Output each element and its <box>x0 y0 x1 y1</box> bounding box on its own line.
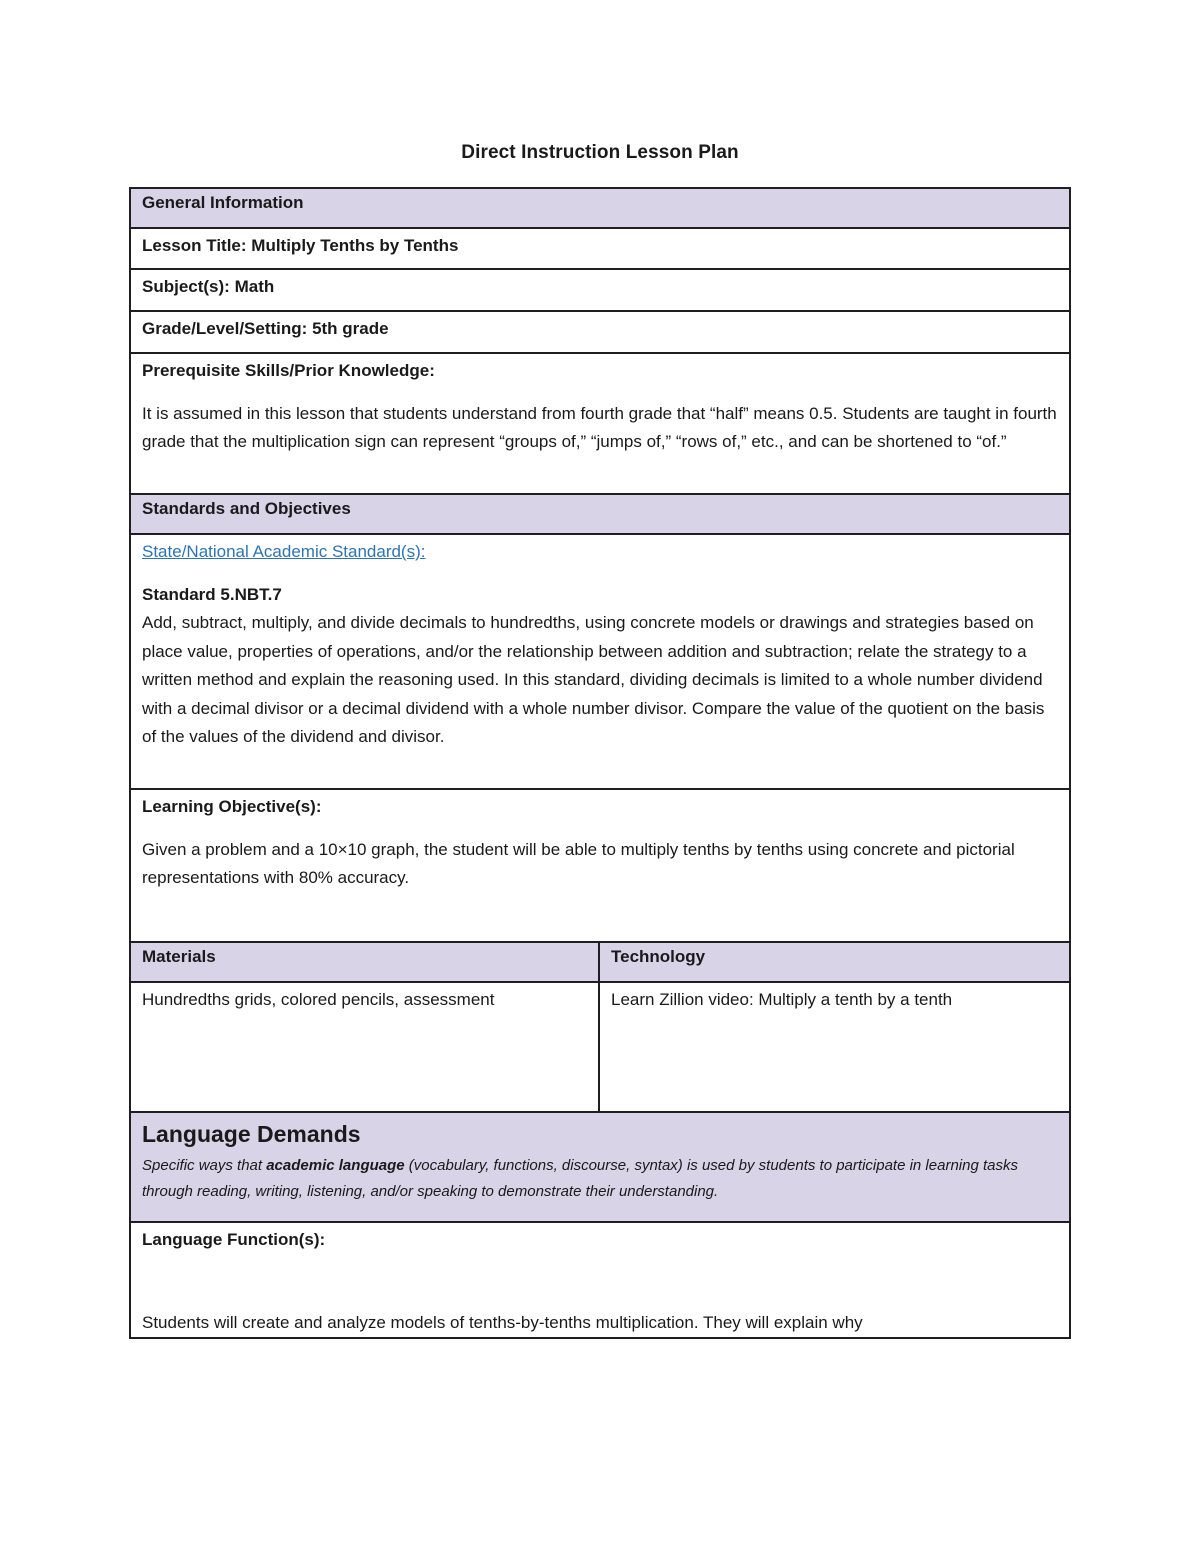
language-demands-desc-before: Specific ways that <box>142 1157 267 1174</box>
grade-value: 5th grade <box>312 319 389 338</box>
standard-text: Add, subtract, multiply, and divide decimals to hundredths, using concrete models or drawings and strategies based on place value, properties of operations, and/or the relationship between addition and subtraction; relate the strategy to a written method and explain the reasoning used. In this standard, dividing decimals is limited to a whole number dividend with a decimal divisor or a decimal dividend with a whole number divisor. Compare the value of the quotient on the basis of the values of the dividend and divisor. <box>142 613 1045 746</box>
general-information-header-row <box>130 188 1070 228</box>
lesson-title-label: Lesson Title: <box>142 236 247 255</box>
prerequisite-label: Prerequisite Skills/Prior Knowledge: <box>142 361 435 380</box>
subjects-label: Subject(s): <box>142 277 230 296</box>
prerequisite-text: It is assumed in this lesson that students understand from fourth grade that “half” means 0.5. Students are taught in fourth grade that the multiplication sign can represent “groups of,” “jumps of,” “rows of,” etc., and can be shortened to “of.” <box>142 403 1057 451</box>
language-demands-desc-bold: academic language <box>266 1157 405 1174</box>
learning-objective-label: Learning Objective(s): <box>142 797 322 816</box>
learning-objective-row <box>130 789 1070 942</box>
language-demands-description <box>142 1153 1058 1215</box>
standards-row <box>130 534 1070 789</box>
grade-row <box>130 311 1070 353</box>
language-function-row <box>130 1222 1070 1338</box>
language-demands-desc-after: (vocabulary, functions, discourse, syntax) is used by students to participate in learning tasks through reading, writing, listening, and/or speaking to demonstrate their understanding. <box>142 1157 1018 1200</box>
materials-technology-header-row <box>130 942 1070 982</box>
subjects-row <box>130 269 1070 311</box>
grade-label: Grade/Level/Setting: <box>142 319 308 338</box>
learning-objective-text: Given a problem and a 10×10 graph, the student will be able to multiply tenths by tenths using concrete and pictorial representations with 80% accuracy. <box>142 839 1015 887</box>
standards-objectives-heading: Standards and Objectives <box>130 494 1070 534</box>
language-demands-heading: Language Demands <box>142 1121 361 1147</box>
prerequisite-row <box>130 353 1070 494</box>
materials-heading: Materials <box>130 942 599 982</box>
subjects-value: Math <box>234 277 275 296</box>
lesson-plan-table <box>129 187 1071 1339</box>
language-demands-header-row <box>130 1112 1070 1222</box>
technology-text: Learn Zillion video: Multiply a tenth by a tenth <box>599 982 1070 1112</box>
technology-heading: Technology <box>599 942 1070 982</box>
standard-id: Standard 5.NBT.7 <box>142 584 282 604</box>
general-information-heading: General Information <box>130 188 1070 228</box>
materials-technology-row <box>130 982 1070 1112</box>
lesson-title-value: Multiply Tenths by Tenths <box>251 236 459 255</box>
standards-link[interactable]: State/National Academic Standard(s): <box>142 542 426 561</box>
materials-text: Hundredths grids, colored pencils, assessment <box>130 982 599 1112</box>
language-function-label: Language Function(s): <box>142 1230 326 1249</box>
standards-objectives-header-row <box>130 494 1070 534</box>
document-title: Direct Instruction Lesson Plan <box>461 142 739 163</box>
language-function-text: Students will create and analyze models of tenths-by-tenths multiplication. They will explain why <box>142 1312 863 1332</box>
lesson-title-row <box>130 228 1070 269</box>
